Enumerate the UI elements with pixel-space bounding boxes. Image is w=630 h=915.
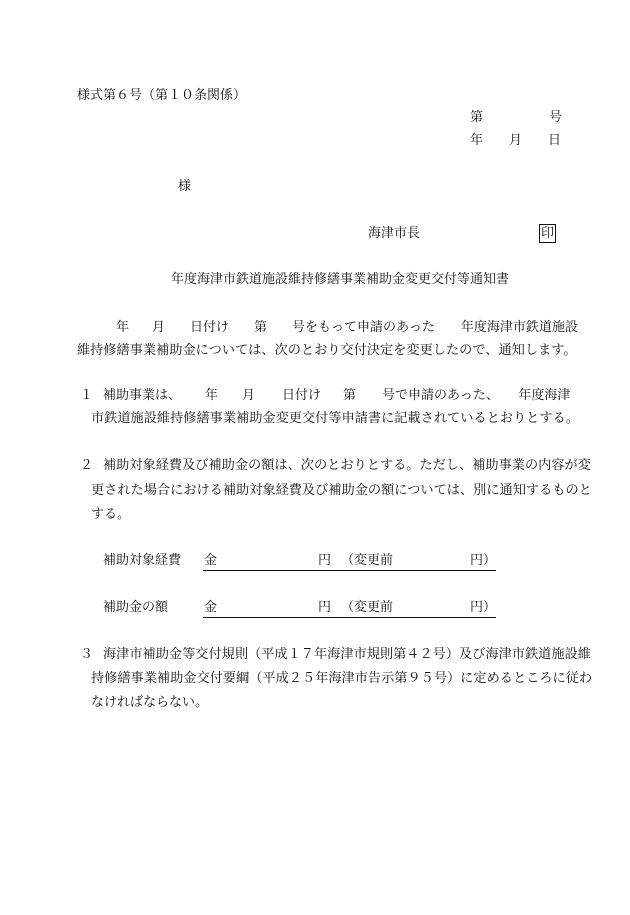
item1-line2: 市鉄道施設維持修繕事業補助金変更交付等申請書に記載されているとおりとする。 — [91, 411, 579, 426]
item2-line3: する。 — [91, 507, 131, 522]
amount-before-yen-target-cost: 円） — [470, 553, 497, 568]
issuer-name: 海津市長 — [368, 226, 421, 241]
ref-go: 号 — [549, 110, 563, 125]
item2-line1: 補助対象経費及び補助金の額は、次のとおりとする。ただし、補助事業の内容が変 — [103, 458, 591, 473]
intro-rest: 号をもって申請のあった 年度海津市鉄道施設 — [292, 320, 578, 335]
date-year: 年 — [470, 133, 484, 148]
amount-before-target-cost: （変更前 — [341, 553, 394, 568]
date-day: 日 — [548, 133, 562, 148]
item3-line1: 海津市補助金等交付規則（平成１７年海津市規則第４２号）及び海津市鉄道施設維 — [103, 647, 591, 662]
seal-mark: 印 — [541, 226, 555, 241]
item1-number: １ — [80, 388, 94, 403]
amount-underline-subsidy — [203, 617, 496, 618]
amount-label-target-cost: 補助対象経費 — [103, 553, 182, 568]
addressee-suffix: 様 — [178, 179, 192, 194]
item3-number: ３ — [80, 647, 94, 662]
item3-line3: なければならない。 — [91, 695, 209, 710]
intro-month: 月 — [152, 320, 166, 335]
item1-date: 日付け — [282, 388, 322, 403]
amount-before-yen-subsidy: 円） — [470, 600, 497, 615]
intro-year: 年 — [116, 320, 130, 335]
amount-underline-target-cost — [203, 570, 496, 571]
date-month: 月 — [509, 133, 523, 148]
item1-month: 月 — [242, 388, 256, 403]
item3-line2: 持修繕事業補助金交付要綱（平成２５年海津市告示第９５号）に定めるところに従わ — [91, 671, 593, 686]
amount-kin-target-cost: 金 — [204, 553, 218, 568]
item1-dai: 第 — [343, 388, 357, 403]
item1-year: 年 — [205, 388, 219, 403]
intro-line2: 維持修繕事業補助金については、次のとおり交付決定を変更したので、通知します。 — [77, 343, 577, 358]
item2-line2: 更された場合における補助対象経費及び補助金の額については、別に通知するものと — [91, 483, 592, 498]
form-number: 様式第６号（第１０条関係） — [77, 88, 247, 103]
item2-number: ２ — [80, 458, 94, 473]
amount-before-subsidy: （変更前 — [341, 600, 394, 615]
amount-yen-target-cost: 円 — [318, 553, 332, 568]
ref-dai: 第 — [470, 110, 484, 125]
amount-label-subsidy: 補助金の額 — [103, 600, 169, 615]
intro-date: 日付け — [190, 320, 230, 335]
amount-yen-subsidy: 円 — [318, 600, 332, 615]
intro-dai: 第 — [254, 320, 268, 335]
document-title: 年度海津市鉄道施設維持修繕事業補助金変更交付等通知書 — [171, 272, 510, 287]
item1-label: 補助事業は、 — [103, 388, 182, 403]
item1-rest: 号で申請のあった、 年度海津 — [382, 388, 571, 403]
amount-kin-subsidy: 金 — [204, 600, 218, 615]
